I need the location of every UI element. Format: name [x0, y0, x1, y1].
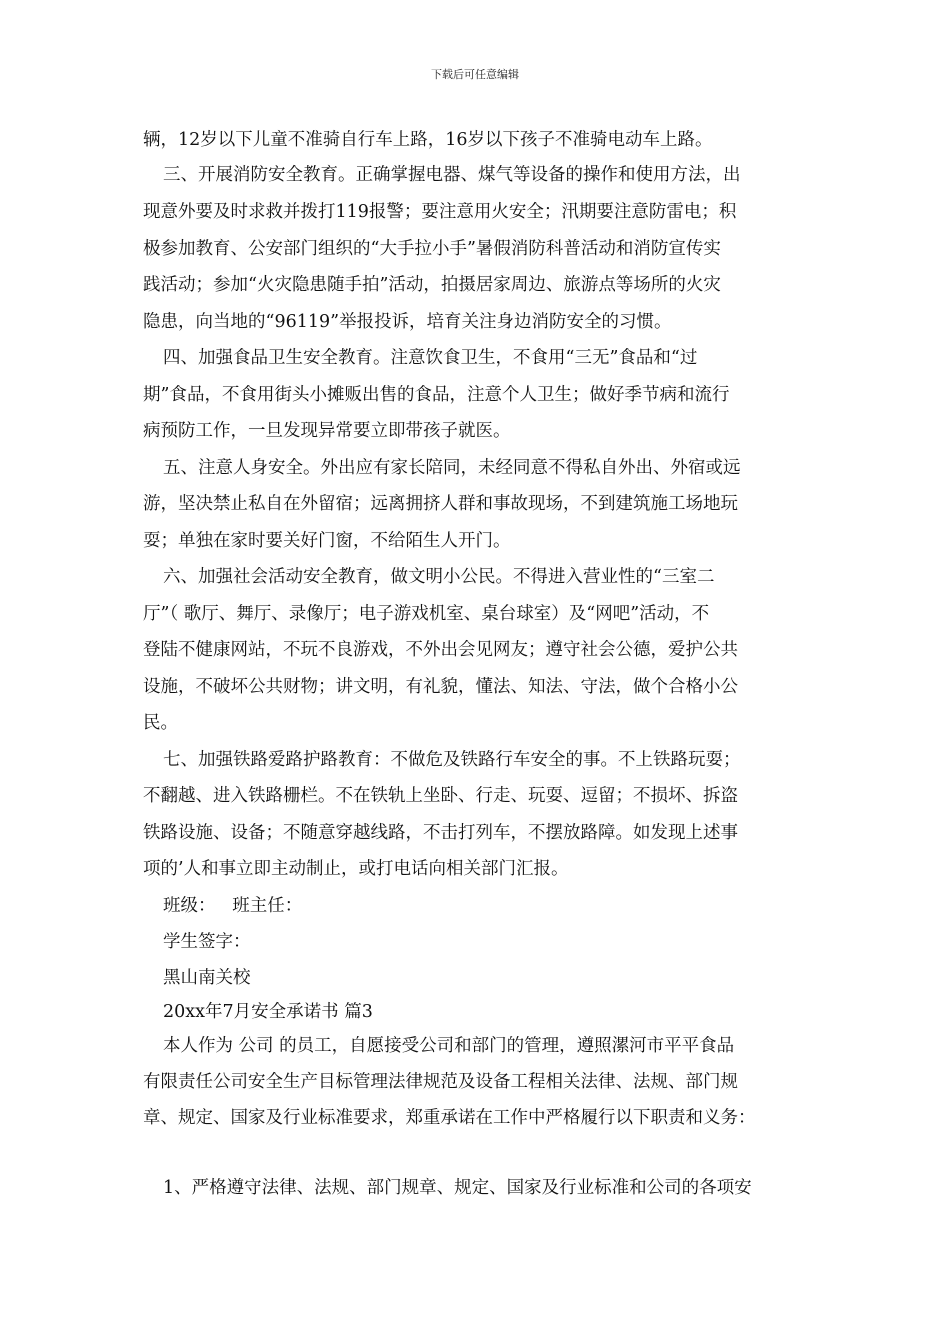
- text-line: 七、加强铁路爱路护路教育：不做危及铁路行车安全的事。不上铁路玩耍；: [163, 750, 741, 770]
- text-line: 期”食品，不食用街头小摊贩出售的食品，注意个人卫生；做好季节病和流行: [143, 385, 730, 405]
- class-teacher-line: 班级： 班主任：: [163, 896, 303, 916]
- text-line: 四、加强食品卫生安全教育。注意饮食卫生，不食用“三无”食品和“过: [163, 348, 698, 368]
- student-signature-line: 学生签字：: [163, 932, 251, 952]
- text-line: 有限责任公司安全生产目标管理法律规范及设备工程相关法律、法规、部门规: [143, 1072, 738, 1092]
- text-line: 登陆不健康网站，不玩不良游戏，不外出会见网友；遵守社会公德，爱护公共: [143, 640, 738, 660]
- text-line: 极参加教育、公安部门组织的“大手拉小手”暑假消防科普活动和消防宣传实: [143, 239, 721, 259]
- text-line: 不翻越、进入铁路栅栏。不在铁轨上坐卧、行走、玩耍、逗留；不损坏、拆盗: [143, 786, 738, 806]
- text-line: 游，坚决禁止私自在外留宿；远离拥挤人群和事故现场，不到建筑施工场地玩: [143, 494, 738, 514]
- text-line: 病预防工作，一旦发现异常要立即带孩子就医。: [143, 421, 511, 441]
- text-line: 六、加强社会活动安全教育，做文明小公民。不得进入营业性的“三室二: [163, 567, 715, 587]
- text-line: 三、开展消防安全教育。正确掌握电器、煤气等设备的操作和使用方法，出: [163, 165, 741, 185]
- text-line: 辆，12岁以下儿童不准骑自行车上路，16岁以下孩子不准骑电动车上路。: [143, 130, 713, 150]
- text-line: 现意外要及时求救并拨打119报警；要注意用火安全；汛期要注意防雷电；积: [143, 202, 737, 222]
- text-line: 项的’人和事立即主动制止，或打电话向相关部门汇报。: [143, 859, 569, 879]
- page-header: 下载后可任意编辑: [431, 68, 519, 81]
- section-title: 20xx年7月安全承诺书 篇3: [163, 1002, 373, 1022]
- text-line: 1、严格遵守法律、法规、部门规章、规定、国家及行业标准和公司的各项安: [163, 1178, 752, 1198]
- school-name: 黑山南关校: [163, 968, 251, 988]
- text-line: 五、注意人身安全。外出应有家长陪同，未经同意不得私自外出、外宿或远: [163, 458, 741, 478]
- text-line: 民。: [143, 713, 178, 733]
- text-line: 设施，不破坏公共财物；讲文明，有礼貌，懂法、知法、守法，做个合格小公: [143, 677, 738, 697]
- text-line: 践活动；参加“火灾隐患随手拍”活动，拍摄居家周边、旅游点等场所的火灾: [143, 275, 721, 295]
- text-line: 本人作为 公司 的员工，自愿接受公司和部门的管理，遵照漯河市平平食品: [163, 1036, 735, 1056]
- text-line: 耍；单独在家时要关好门窗，不给陌生人开门。: [143, 531, 511, 551]
- text-line: 厅”（ 歌厅、舞厅、录像厅；电子游戏机室、桌台球室）及“网吧”活动，不: [143, 604, 710, 624]
- text-line: 铁路设施、设备；不随意穿越线路，不击打列车，不摆放路障。如发现上述事: [143, 823, 738, 843]
- text-line: 章、规定、国家及行业标准要求，郑重承诺在工作中严格履行以下职责和义务：: [143, 1108, 756, 1128]
- text-line: 隐患，向当地的“96119”举报投诉，培育关注身边消防安全的习惯。: [143, 312, 672, 332]
